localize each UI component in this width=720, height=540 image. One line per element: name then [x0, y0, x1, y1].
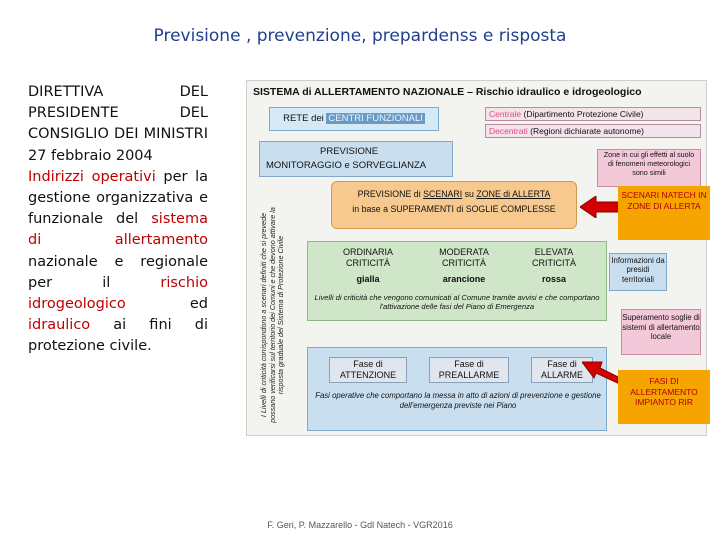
rir-callout: FASI DI ALLERTAMENTO IMPIANTO RIR — [618, 370, 710, 424]
fase-preallarme: Fase di PREALLARME — [429, 357, 509, 383]
ordinaria-criticita — [329, 247, 407, 285]
monitoraggio-label: MONITORAGGIO e SORVEGLIANZA — [266, 160, 427, 171]
vertical-note — [253, 201, 293, 429]
directive-body: per la gestione organizzativa e funzionale del — [28, 168, 209, 228]
slide-title: Previsione , prevenzione, prepardenss e risposta — [153, 26, 567, 46]
elevata-color: rossa — [541, 274, 567, 284]
directive-title: DIRETTIVA DEL PRESIDENTE DEL CONSIGLIO DEI MINISTRI 27 febbraio 2004 — [28, 84, 208, 164]
moderata-criticita — [425, 247, 503, 285]
ordinaria-label: ORDINARIA CRITICITÀ — [342, 247, 393, 268]
previsione-box — [259, 141, 453, 177]
livelli-note: Livelli di criticità che vengono comunicati al Comune tramite avvisi e che comportano l'attivazione delle fasi del Piano di Emergenza — [314, 293, 600, 312]
decentrati-desc: (Regioni dichiarate autonome) — [530, 126, 644, 136]
fase-allarme: Fase di ALLARME — [531, 357, 593, 383]
centrale-desc: (Dipartimento Protezione Civile) — [523, 109, 644, 119]
footer-credits: F. Geri, P. Mazzarello - Gdl Natech - VGR2016 — [267, 520, 453, 530]
scenari-line — [332, 187, 576, 202]
scenari-highlight: ZONE di ALLERTA — [476, 189, 551, 199]
diagram-title: SISTEMA di ALLERTAMENTO NAZIONALE – Rischio idraulico e idrogeologico — [253, 86, 642, 98]
fase-attenzione: Fase di ATTENZIONE — [329, 357, 407, 383]
rete-highlight: CENTRI FUNZIONALI — [328, 113, 423, 124]
scenari-text: su — [462, 189, 477, 199]
moderata-label: MODERATA CRITICITÀ — [439, 247, 489, 268]
directive-highlight: Indirizzi operativi — [28, 168, 156, 185]
directive-body: ed — [125, 296, 208, 313]
directive-highlight: sistema di allertamento — [28, 211, 208, 249]
natech-callout: SCENARI NATECH IN ZONE DI ALLERTA — [618, 186, 710, 240]
ordinaria-color: gialla — [356, 274, 380, 284]
superamento-soglie-box: Superamento soglie di sistemi di allertamento locale — [621, 309, 701, 355]
elevata-criticita — [519, 247, 589, 285]
scenari-highlight: SCENARI — [423, 189, 463, 199]
decentrati-box — [485, 124, 701, 138]
elevata-label: ELEVATA CRITICITÀ — [532, 247, 576, 268]
soglie-line: in base a SUPERAMENTI di SOGLIE COMPLESSE — [352, 204, 556, 214]
vertical-note-text: I Livelli di criticità corrispondono a scenari definiti che si prevede possano verificarsi sul territorio dei Comuni e che devono attivare la risposta graduale del Sistema di Protezione Civile — [259, 207, 286, 423]
scenari-text: PREVISIONE di — [357, 189, 424, 199]
rete-label: RETE dei — [283, 113, 327, 124]
directive-text — [28, 82, 208, 358]
centrale-label: Centrale — [489, 109, 522, 119]
previsione-label: PREVISIONE — [320, 146, 379, 157]
centrale-box — [485, 107, 701, 121]
directive-highlight: idraulico — [28, 317, 91, 334]
info-presidi-box: Informazioni da presidi territoriali — [609, 253, 667, 291]
directive-body: ai fini di protezione civile. — [28, 317, 208, 355]
directive-body: nazionale e regionale per il — [28, 253, 208, 291]
fasi-operative-note: Fasi operative che comportano la messa in atto di azioni di prevenzione e gestione dell'emergenza previste nei Piano — [315, 391, 601, 410]
moderata-color: arancione — [442, 274, 486, 284]
zone-note-box: Zone in cui gli effetti al suolo di fenomeni meteorologici sono simili — [597, 149, 701, 187]
directive-highlight: rischio idrogeologico — [28, 274, 208, 313]
decentrati-label: Decentrati — [489, 126, 528, 136]
rete-centri-box — [269, 107, 439, 131]
scenari-box — [331, 181, 577, 229]
